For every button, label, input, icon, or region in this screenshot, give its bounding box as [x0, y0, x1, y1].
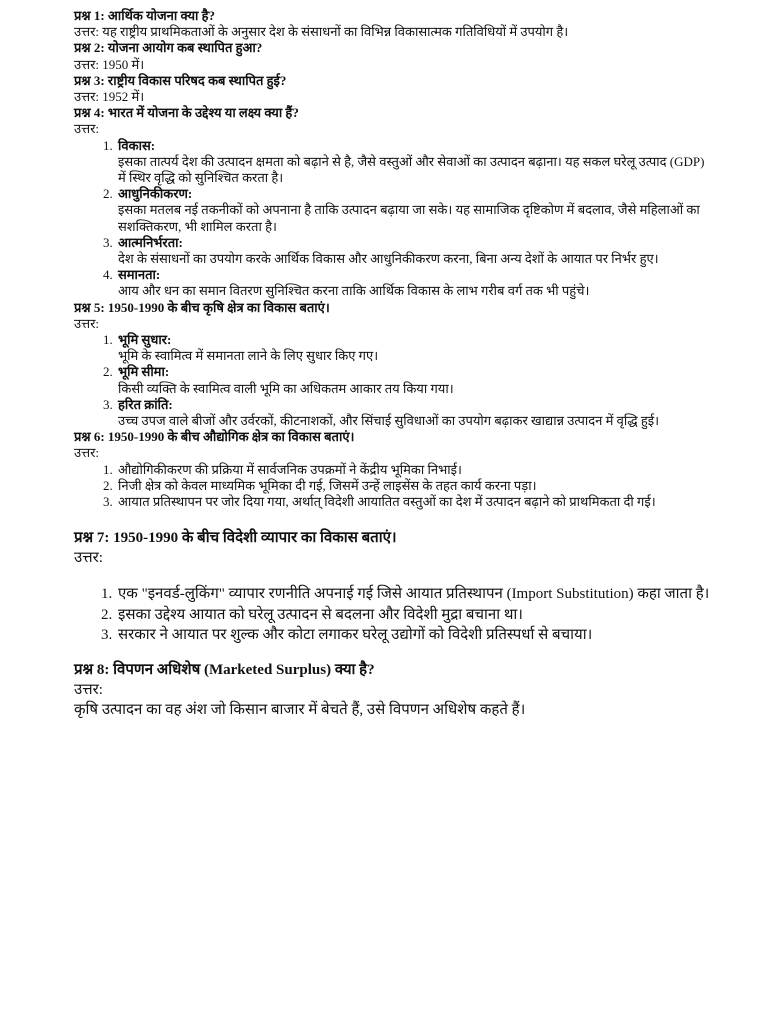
- list-item: [116, 364, 714, 396]
- q5-list: [74, 332, 714, 429]
- document-body: [74, 8, 714, 720]
- list-item: 3. सरकार ने आयात पर शुल्क और कोटा लगाकर घरेलू उद्योगों को विदेशी प्रतिस्पर्धा से बचाया।: [116, 625, 714, 646]
- q6-list: [74, 462, 714, 511]
- question-7: प्रश्न 7: 1950-1990 के बीच विदेशी व्यापार का विकास बताएं।: [74, 530, 397, 547]
- answer-3: उत्तर: 1952 में।: [74, 89, 145, 105]
- answer-label-8: उत्तर:: [74, 681, 103, 698]
- answer-label-5: उत्तर:: [74, 315, 100, 331]
- question-3: प्रश्न 3: राष्ट्रीय विकास परिषद कब स्थापित हुई?: [74, 72, 287, 88]
- item-text: इसका मतलब नई तकनीकों को अपनाना है ताकि उत्पादन बढ़ाया जा सके। यह सामाजिक दृष्टिकोण में बदलाव, जैसे महिलाओं का सशक्तिकरण, भी शामिल करता है।: [118, 202, 700, 234]
- list-item: 3. आयात प्रतिस्थापन पर जोर दिया गया, अर्थात् विदेशी आयातित वस्तुओं का देश में उत्पादन बढ़ाने को प्राथमिकता दी गई।: [116, 494, 714, 510]
- item-text: किसी व्यक्ति के स्वामित्व वाली भूमि का अधिकतम आकार तय किया गया।: [118, 380, 454, 396]
- list-item: [116, 138, 714, 187]
- q4-list: [74, 138, 714, 300]
- question-6: प्रश्न 6: 1950-1990 के बीच औद्योगिक क्षेत्र का विकास बताएं।: [74, 429, 355, 445]
- answer-label-7: उत्तर:: [74, 550, 103, 567]
- item-title: 1. विकास:: [118, 137, 156, 153]
- item-text: भूमि के स्वामित्व में समानता लाने के लिए सुधार किए गए।: [118, 348, 379, 364]
- question-2: प्रश्न 2: योजना आयोग कब स्थापित हुआ?: [74, 40, 263, 56]
- question-5: प्रश्न 5: 1950-1990 के बीच कृषि क्षेत्र का विकास बताएं।: [74, 299, 330, 315]
- list-item: 1. एक "इनवर्ड-लुकिंग" व्यापार रणनीति अपनाई गई जिसे आयात प्रतिस्थापन (Import Substitution) कहा जाता है।: [116, 584, 714, 605]
- item-title: 4. समानता:: [118, 267, 161, 283]
- answer-label-6: उत्तर:: [74, 445, 100, 461]
- question-1: प्रश्न 1: आर्थिक योजना क्या है?: [74, 8, 216, 23]
- item-title: 2. आधुनिकीकरण:: [118, 186, 193, 202]
- list-item: [116, 332, 714, 364]
- list-item: 2. निजी क्षेत्र को केवल माध्यमिक भूमिका दी गई, जिसमें उन्हें लाइसेंस के तहत कार्य करना पड़ा।: [116, 478, 714, 494]
- item-text: उच्च उपज वाले बीजों और उर्वरकों, कीटनाशकों, और सिंचाई सुविधाओं का उपयोग बढ़ाकर खाद्यान्न उत्पादन में वृद्धि हुई।: [118, 413, 660, 429]
- list-item: 1. औद्योगिकीकरण की प्रक्रिया में सार्वजनिक उपक्रमों ने केंद्रीय भूमिका निभाई।: [116, 462, 714, 478]
- q7-list: [74, 584, 714, 646]
- item-text: देश के संसाधनों का उपयोग करके आर्थिक विकास और आधुनिकीकरण करना, बिना अन्य देशों के आयात पर निर्भर हुए।: [118, 251, 659, 267]
- list-item: [116, 397, 714, 429]
- item-title: 2. भूमि सीमा:: [118, 364, 170, 380]
- answer-label-4: उत्तर:: [74, 121, 100, 137]
- item-title: 3. आत्मनिर्भरता:: [118, 234, 183, 250]
- answer-1: उत्तर: यह राष्ट्रीय प्राथमिकताओं के अनुसार देश के संसाधनों का विभिन्न विकासात्मक गतिविधियों में उपयोग है।: [74, 24, 569, 40]
- item-text: इसका तात्पर्य देश की उत्पादन क्षमता को बढ़ाने से है, जैसे वस्तुओं और सेवाओं का उत्पादन बढ़ाना। यह सकल घरेलू उत्पाद (GDP) में स्थिर वृद्धि को सुनिश्चित करता है।: [118, 153, 705, 186]
- item-title: 3. हरित क्रांति:: [118, 396, 173, 412]
- list-item: [116, 235, 714, 267]
- section-large: [74, 528, 714, 720]
- list-item: [116, 267, 714, 299]
- answer-8: कृषि उत्पादन का वह अंश जो किसान बाजार में बेचते हैं, उसे विपणन अधिशेष कहते हैं।: [74, 701, 526, 718]
- list-item: [116, 186, 714, 235]
- answer-2: उत्तर: 1950 में।: [74, 56, 145, 72]
- question-8: प्रश्न 8: विपणन अधिशेष (Marketed Surplus) क्या है?: [74, 661, 375, 678]
- list-item: 2. इसका उद्देश्य आयात को घरेलू उत्पादन से बदलना और विदेशी मुद्रा बचाना था।: [116, 605, 714, 626]
- item-title: 1. भूमि सुधार:: [118, 332, 172, 348]
- section-compact: [74, 8, 714, 510]
- question-4: प्रश्न 4: भारत में योजना के उद्देश्य या लक्ष्य क्या हैं?: [74, 105, 299, 121]
- item-text: आय और धन का समान वितरण सुनिश्चित करना ताकि आर्थिक विकास के लाभ गरीब वर्ग तक भी पहुंचे।: [118, 283, 590, 299]
